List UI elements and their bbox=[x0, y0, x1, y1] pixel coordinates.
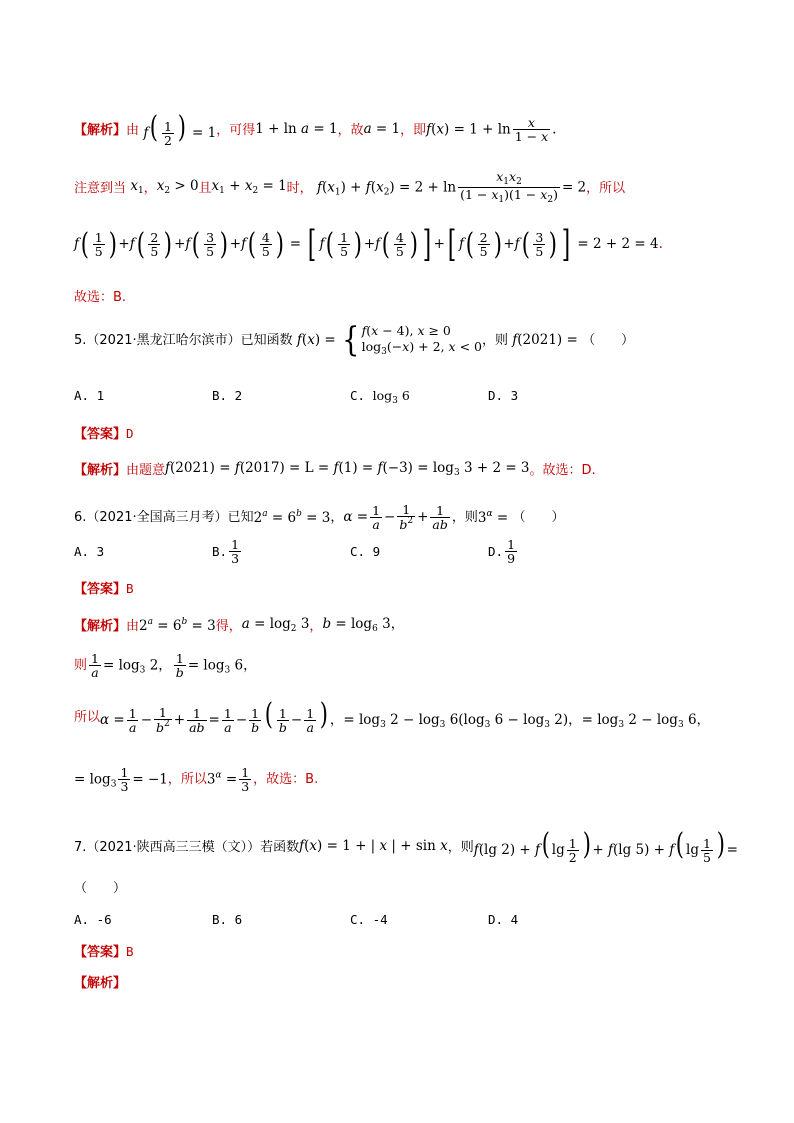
question-7-stem: 7.（2021·陕西高三三模（文））若函数 f(x) = 1 + | x | + sin x ，则 f(lg 2) + f( lg $\frac{1}{2}$ ) + f(lg 5) + f( lg $\frac{1}{5}$ ) = bbox=[74, 827, 738, 865]
analysis-line-3: f ( $\frac{1}{5}$ ) + f ( $\frac{2}{5}$ ) + f ( $\frac{3}{5}$ ) + f ( $\frac{4}{5}$ ) = [ f ( $\frac{1}{5}$ ) + f ( $\frac{4}{5}$ ) ] + [ f ( $\frac{2}{5}$ ) + f ( $\frac{3}{5}$ ) ] = 2 + 2 = 4 . bbox=[74, 224, 663, 265]
analysis-line-1: 【解析】 由 f( $\frac{1}{2}$ ) = 1 ，可得 1 + ln a = 1 ，故 a = 1 ，即 f(x) = 1 + ln $\frac{x}{1 - x}$ . bbox=[74, 110, 557, 148]
q7-option-c[interactable]: C. -4 bbox=[350, 912, 388, 927]
q5-option-b[interactable]: B. 2 bbox=[212, 388, 243, 403]
q6-option-a[interactable]: A. 3 bbox=[74, 544, 105, 559]
question-7-options bbox=[74, 914, 720, 930]
piecewise-function: f(x − 4), x ≥ 0 $\log_3(-x) + 2$, x < 0 bbox=[361, 323, 482, 357]
q6-option-d[interactable]: D. $\frac{1}{9}$ bbox=[488, 537, 516, 567]
question-6-stem: 6.（2021·全国高三月考）已知 $2^a = 6^b = 3$ ， α = $\frac{1}{a}$ − $\frac{1}{b^2}$ + $\frac{1}{ab}$ ，则 $3^\alpha$ = （ ） bbox=[74, 502, 565, 533]
q6-option-c[interactable]: C. 9 bbox=[350, 544, 381, 559]
q6-analysis-4: = $\log_3$ $\frac{1}{3}$ = −1 ，所以 $3^\alpha$ = $\frac{1}{3}$ ，故选：B. bbox=[74, 765, 319, 795]
q6-analysis-2: 则 $\frac{1}{a}$ = $\log_3 2$， $\frac{1}{b}$ = $\log_3 6$， bbox=[74, 651, 257, 681]
q5-option-d[interactable]: D. 3 bbox=[488, 388, 519, 403]
choose-line-1: 故选：B. bbox=[74, 290, 127, 305]
q5-option-c[interactable]: C. $\log_3 6$ bbox=[350, 388, 410, 406]
question-5-options bbox=[74, 390, 720, 406]
analysis-tag: 【解析】 bbox=[74, 122, 127, 138]
question-6-options bbox=[74, 538, 720, 568]
math-f-half: f( $\frac{1}{2}$ ) = 1 bbox=[143, 110, 217, 148]
q7-option-d[interactable]: D. 4 bbox=[488, 912, 519, 927]
q6-analysis-1: 【解析】 由 $2^a = 6^b = 3$ 得， $a = \log_2 3$ ， $b = \log_6 3$， bbox=[74, 616, 405, 635]
q5-analysis: 【解析】 由题意 $f(2021) = f(2017) = L = f(1) = f(-3) = \log_3 3 + 2 = 3$ 。故选：D. bbox=[74, 460, 596, 478]
q6-option-b[interactable]: B. $\frac{1}{3}$ bbox=[212, 537, 240, 567]
question-5-stem: 5.（2021·黑龙江哈尔滨市）已知函数 f(x) = { f(x − 4), x ≥ 0 $\log_3(-x) + 2$, x < 0 ，则 f(2021) = （ ） bbox=[74, 320, 635, 361]
q7-option-b[interactable]: B. 6 bbox=[212, 912, 243, 927]
q5-answer: 【答案】D bbox=[74, 426, 134, 442]
q6-analysis-3: 所以 α = $\frac{1}{a}$ − $\frac{1}{b^2}$ + $\frac{1}{ab}$ = $\frac{1}{a}$ − $\frac{1}{b}$ ( $\frac{1}{b}$ − $\frac{1}{a}$ ) ，= $\log_3 2 - \log_3 6(\log_3$ $6 - \log_3 2$)，= $\log_3 2 - \log_3 6$， bbox=[74, 697, 711, 736]
q7-analysis-tag: 【解析】 bbox=[74, 976, 127, 991]
q7-paren: （ ） bbox=[74, 881, 127, 896]
q7-option-a[interactable]: A. -6 bbox=[74, 912, 112, 927]
analysis-line-2: 注意到当 $x_1$ ， $x_2 > 0$ 且 $x_1 + x_2 = 1$ 时， $f(x_1) + f(x_2) = 2 + \ln$ $\frac{x_1x_2}{(1 - x_1)(1 - x_2)}$ = 2 ，所以 bbox=[74, 169, 626, 206]
q5-option-a[interactable]: A. 1 bbox=[74, 388, 105, 403]
q7-answer: 【答案】B bbox=[74, 944, 134, 960]
q6-answer: 【答案】B bbox=[74, 581, 134, 597]
